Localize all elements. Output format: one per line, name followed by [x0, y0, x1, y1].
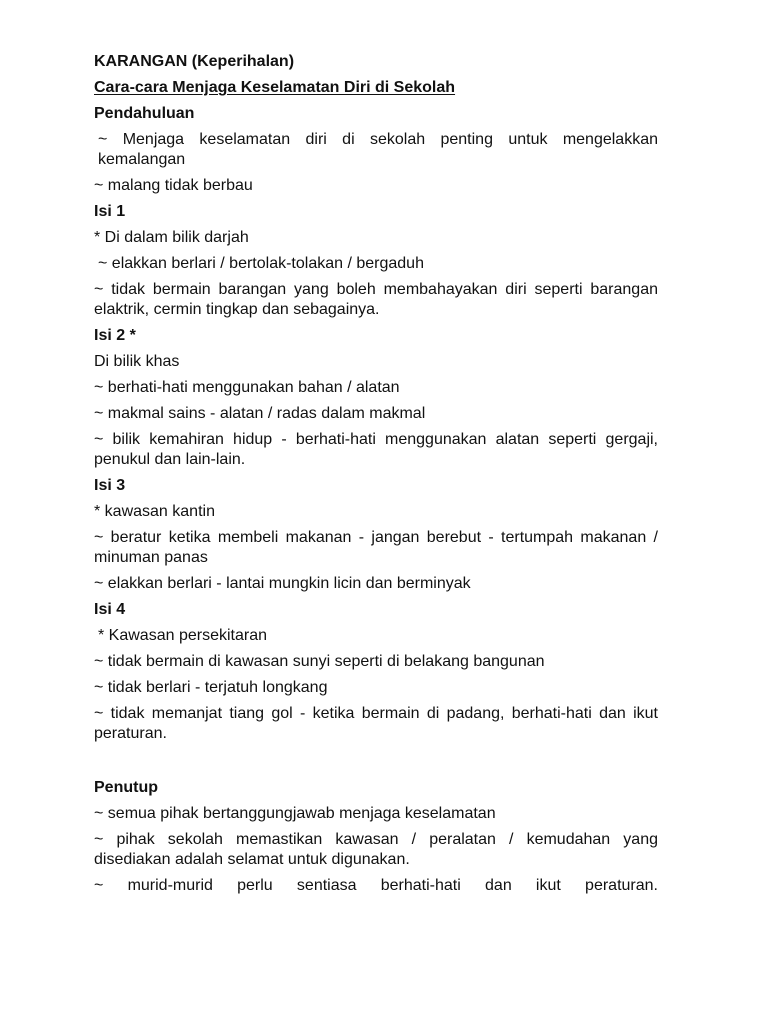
section-line: ~ tidak berlari - terjatuh longkang [94, 679, 328, 696]
section-heading-isi-1: Isi 1 [94, 203, 126, 220]
essay-title: Cara-cara Menjaga Keselamatan Diri di Sekolah [94, 79, 456, 96]
section-heading-penutup: Penutup [94, 779, 158, 796]
section-line: ~ tidak bermain di kawasan sunyi seperti di belakang bangunan [94, 653, 545, 670]
section-line: ~ beratur ketika membeli makanan - jangan berebut - tertumpah makanan / minuman panas [94, 529, 658, 566]
section-line: * kawasan kantin [94, 503, 215, 520]
section-heading-isi-4: Isi 4 [94, 601, 126, 618]
section-line: ~ Menjaga keselamatan diri di sekolah penting untuk mengelakkan kemalangan [98, 131, 658, 168]
essay-content [94, 52, 658, 896]
section-heading-pendahuluan: Pendahuluan [94, 105, 195, 122]
section-line: ~ elakkan berlari - lantai mungkin licin dan berminyak [94, 575, 471, 592]
section-heading-isi-2: Isi 2 * [94, 327, 136, 344]
essay-heading: KARANGAN (Keperihalan) [94, 53, 295, 70]
section-line: ~ elakkan berlari / bertolak-tolakan / bergaduh [98, 255, 424, 272]
section-line: ~ tidak memanjat tiang gol - ketika bermain di padang, berhati-hati dan ikut peraturan. [94, 705, 658, 742]
section-line: ~ murid-murid perlu sentiasa berhati-hati dan ikut peraturan. [94, 877, 658, 894]
section-heading-isi-3: Isi 3 [94, 477, 126, 494]
section-line: Di bilik khas [94, 353, 180, 370]
section-line: * Di dalam bilik darjah [94, 229, 249, 246]
section-line: ~ berhati-hati menggunakan bahan / alatan [94, 379, 400, 396]
section-line: ~ tidak bermain barangan yang boleh membahayakan diri seperti barangan elaktrik, cermin tingkap dan sebagainya. [94, 281, 658, 318]
section-line: ~ semua pihak bertanggungjawab menjaga keselamatan [94, 805, 496, 822]
section-line: ~ pihak sekolah memastikan kawasan / peralatan / kemudahan yang disediakan adalah selamat untuk digunakan. [94, 831, 658, 868]
section-line: ~ bilik kemahiran hidup - berhati-hati menggunakan alatan seperti gergaji, penukul dan lain-lain. [94, 431, 658, 468]
section-line: ~ makmal sains - alatan / radas dalam makmal [94, 405, 426, 422]
section-line: * Kawasan persekitaran [98, 627, 267, 644]
section-line: ~ malang tidak berbau [94, 177, 253, 194]
